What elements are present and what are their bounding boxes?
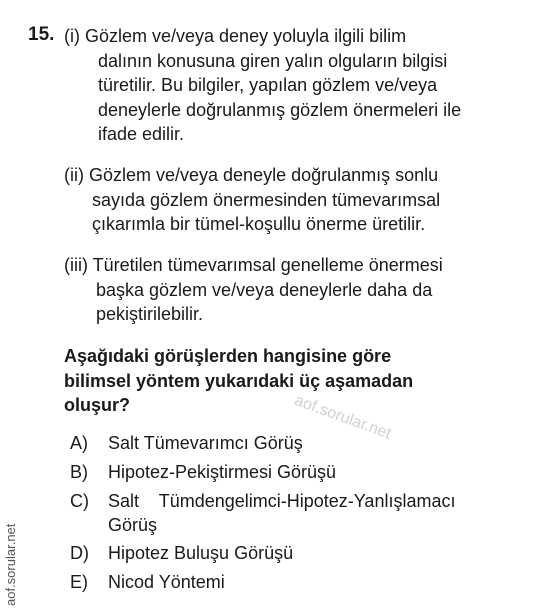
statement-iii-line-3: pekiştirilebilir. [96,304,204,324]
statement-i-line-2: dalının konusuna giren yalın olguların bilgisi [98,50,448,71]
statement-ii-line-2: sayıda gözlem önermesinden tümevarımsal [92,189,441,210]
statement-ii-line-1: (ii) Gözlem ve/veya deneyle doğrulanmış sonlu [64,165,439,185]
option-e-text: Nicod Yöntemi [108,572,225,592]
question-stem-line-3: oluşur? [64,395,130,415]
statement-i-line-5: ifade edilir. [98,124,185,144]
option-c-text-line-1: Salt Tümdengelimci-Hipotez-Yanlışlamacı [108,491,456,511]
statement-iii [64,253,504,327]
statement-i-line-3: türetilir. Bu bilgiler, yapılan gözlem ve/veya [98,75,438,95]
option-e[interactable] [70,570,225,594]
statement-i-line-4: deneylerle doğrulanmış gözlem önermeleri ile [98,99,462,120]
statement-iii-line-2: başka gözlem ve/veya deneylerle daha da [96,279,433,300]
option-e-letter: E) [70,572,88,592]
option-b-text: Hipotez-Pekiştirmesi Görüşü [108,462,337,482]
question-stem-line-1: Aşağıdaki görüşlerden hangisine göre [64,346,392,366]
option-b-letter: B) [70,462,88,482]
question-number: 15. [28,24,55,45]
option-d[interactable] [70,541,293,565]
option-b[interactable] [70,460,336,484]
statement-ii [64,163,504,237]
statement-i [64,24,504,147]
option-a-letter: A) [70,433,88,453]
question-stem-line-2: bilimsel yöntem yukarıdaki üç aşamadan [64,370,414,391]
option-c-letter: C) [70,491,89,511]
option-c-text [108,489,455,537]
option-a[interactable] [70,431,303,455]
option-a-text: Salt Tümevarımcı Görüş [108,433,303,453]
watermark-center: aof.sorular.net [292,392,394,443]
statement-i-line-1: (i) Gözlem ve/veya deney yoluyla ilgili bilim [64,26,407,46]
watermark-side: aof.sorular.net [3,523,18,606]
option-c[interactable] [70,489,455,537]
statement-iii-line-1: (iii) Türetilen tümevarımsal genelleme önermesi [64,255,443,275]
question-stem [64,344,504,418]
option-d-text: Hipotez Buluşu Görüşü [108,543,294,563]
option-c-text-line-2: Görüş [108,515,158,535]
option-d-letter: D) [70,543,89,563]
statement-ii-line-3: çıkarımla bir tümel-koşullu önerme üretilir. [92,214,426,234]
